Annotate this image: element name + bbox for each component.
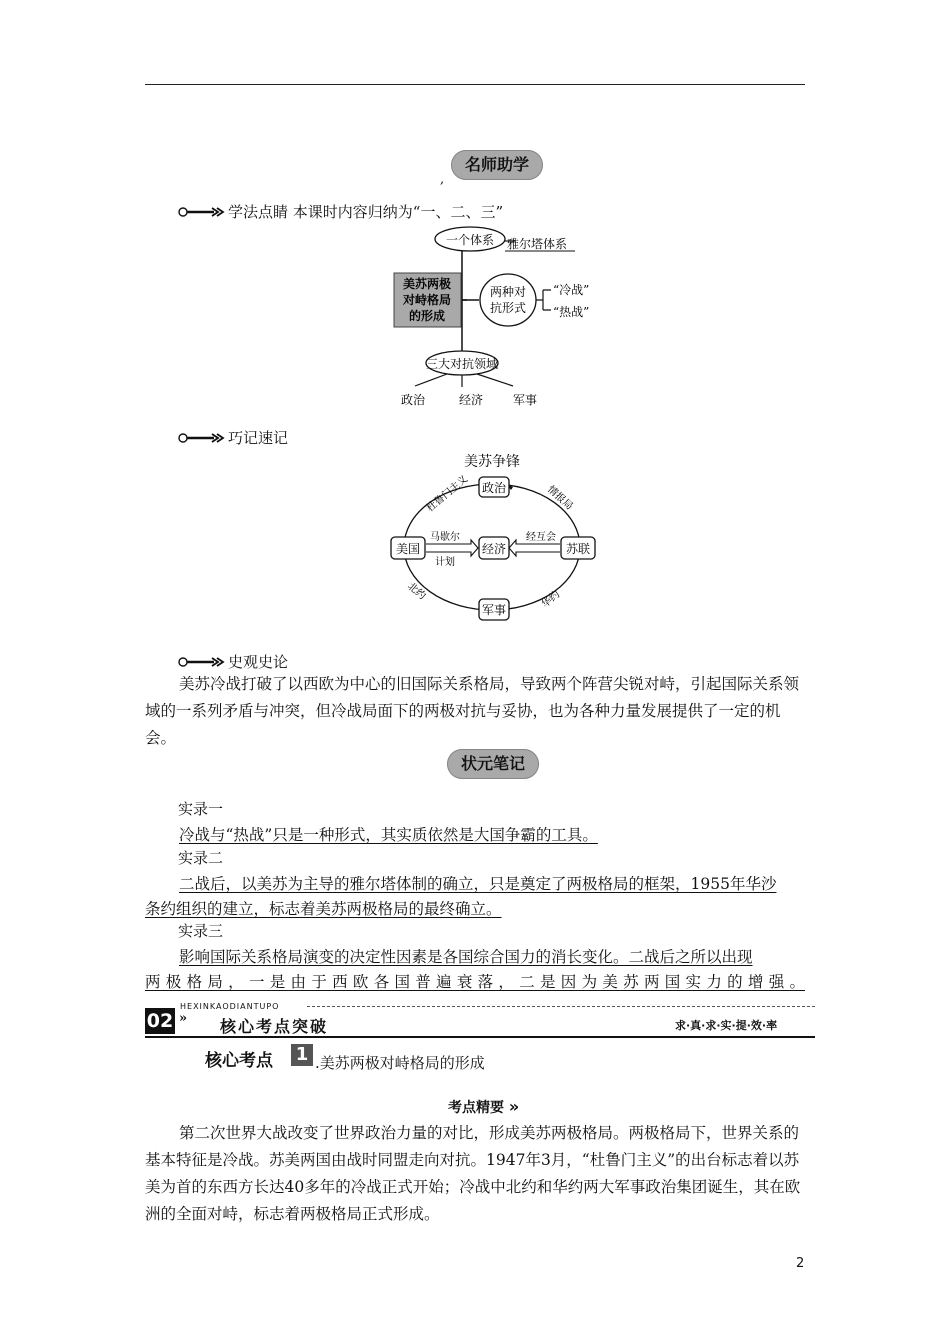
essence-heading xyxy=(448,1097,519,1117)
section-history-title: 史观史论 xyxy=(228,653,289,671)
essence-label: 考点精要 xyxy=(448,1100,504,1116)
stray-comma: , xyxy=(440,172,445,187)
three-fields-label: 三大对抗领域 xyxy=(425,357,499,371)
core-point-label: 核心考点 xyxy=(205,1051,273,1071)
node-politics: 政治 xyxy=(481,481,507,495)
edge-comecon: 经互会 xyxy=(526,532,556,543)
banner-rule xyxy=(145,1036,815,1038)
node-ussr: 苏联 xyxy=(565,542,591,556)
core-point-paragraph: 第二次世界大战改变了世界政治力量的对比，形成美苏两极格局。两极格局下，世界关系的基本特征是冷战。苏美两国由战时同盟走向对抗。1947年3月，“杜鲁门主义”的出台标志着以苏美为首的东西方长达40多年的冷战正式开始；冷战中北约和华约两大军事政治集团诞生，其在欧洲的全面对峙，标志着两极格局正式形成。 xyxy=(145,1124,801,1223)
two-forms-node xyxy=(480,274,536,326)
node-economy: 经济 xyxy=(481,542,507,556)
edge-warsaw: 华约 xyxy=(539,589,563,611)
field-economy: 经济 xyxy=(458,393,484,407)
banner-number: 02 xyxy=(146,1010,174,1032)
section-methods xyxy=(178,201,503,222)
one-system-value: 雅尔塔体系 xyxy=(507,237,568,251)
hot-war-label: “热战” xyxy=(553,305,590,319)
banner-chevrons-icon: » xyxy=(179,1011,188,1026)
cold-war-label: “冷战” xyxy=(553,283,590,297)
record-1-text xyxy=(145,822,805,849)
section-history xyxy=(178,651,288,672)
record-3-line-1: 影响国际关系格局演变的决定性因素是各国综合国力的消长变化。二战后之所以出现 xyxy=(179,948,753,966)
section-memory xyxy=(178,427,288,448)
banner-pinyin: HEXINKAODIANTUPO xyxy=(180,1002,280,1011)
center-line-1: 美苏两极 xyxy=(402,277,452,291)
record-1-title: 实录一 xyxy=(178,800,224,818)
center-line-3: 的形成 xyxy=(408,309,446,323)
field-military: 军事 xyxy=(512,393,538,407)
center-line-2: 对峙格局 xyxy=(402,293,452,307)
record-2-text xyxy=(145,871,805,898)
record-3-line-2: 两极格局，一是由于西欧各国普遍衰落，二是因为美苏两国实力的增强。 xyxy=(145,973,805,991)
badge-mingshi: 名师助学 xyxy=(451,150,543,180)
record-2-line-1: 二战后，以美苏为主导的雅尔塔体制的确立，只是奠定了两极格局的框架，1955年华沙 xyxy=(179,875,777,893)
node-military: 军事 xyxy=(481,603,507,617)
two-forms-line-1: 两种对 xyxy=(489,285,527,299)
essence-chevrons-icon: » xyxy=(508,1097,520,1116)
banner-slogan: 求·真·求·实·提·效·率 xyxy=(675,1019,778,1032)
arrow-bullet-icon xyxy=(178,655,226,669)
core-point-number: 1 xyxy=(291,1044,313,1066)
page-number: 2 xyxy=(796,1256,805,1271)
one-system-label: 一个体系 xyxy=(445,233,495,247)
banner-title: 核心考点突破 xyxy=(220,1017,329,1036)
core-point-subtitle: .美苏两极对峙格局的形成 xyxy=(315,1054,485,1072)
edge-truman: 杜鲁门主义 xyxy=(424,473,471,515)
arrow-bullet-icon xyxy=(178,205,226,219)
section-banner xyxy=(145,1004,815,1040)
record-2-line-2: 条约组织的建立，标志着美苏两极格局的最终确立。 xyxy=(145,900,502,918)
edge-marshall-1: 马歇尔 xyxy=(430,532,460,543)
rivalry-title: 美苏争锋 xyxy=(464,454,520,470)
section-memory-title: 巧记速记 xyxy=(228,429,289,447)
field-politics: 政治 xyxy=(400,393,426,407)
record-3-title: 实录三 xyxy=(178,922,224,940)
record-1-underlined: 冷战与“热战”只是一种形式，其实质依然是大国争霸的工具。 xyxy=(179,826,598,844)
record-2-title: 实录二 xyxy=(178,849,224,867)
badge-notes: 状元笔记 xyxy=(447,749,539,779)
edge-nato: 北约 xyxy=(405,580,428,603)
node-usa: 美国 xyxy=(395,542,421,556)
record-3-text-cont xyxy=(145,969,805,996)
record-2-text-cont xyxy=(145,896,805,923)
section-methods-title: 学法点睛 本课时内容归纳为“一、二、三” xyxy=(228,203,504,221)
history-paragraph: 美苏冷战打破了以西欧为中心的旧国际关系格局，导致两个阵营尖锐对峙，引起国际关系领域的一系列矛盾与冲突，但冷战局面下的两极对抗与妥协，也为各种力量发展提供了一定的机会。 xyxy=(145,675,800,747)
banner-dotted-rule xyxy=(307,1006,815,1007)
rivalry-diagram xyxy=(385,448,605,628)
two-forms-line-2: 抗形式 xyxy=(489,301,527,315)
record-3-text xyxy=(145,944,805,971)
edge-marshall-2: 计划 xyxy=(435,557,455,568)
edge-cominform: 情报局 xyxy=(544,484,575,513)
concept-diagram xyxy=(385,222,605,412)
arrow-bullet-icon xyxy=(178,431,226,445)
header-rule xyxy=(145,84,805,85)
